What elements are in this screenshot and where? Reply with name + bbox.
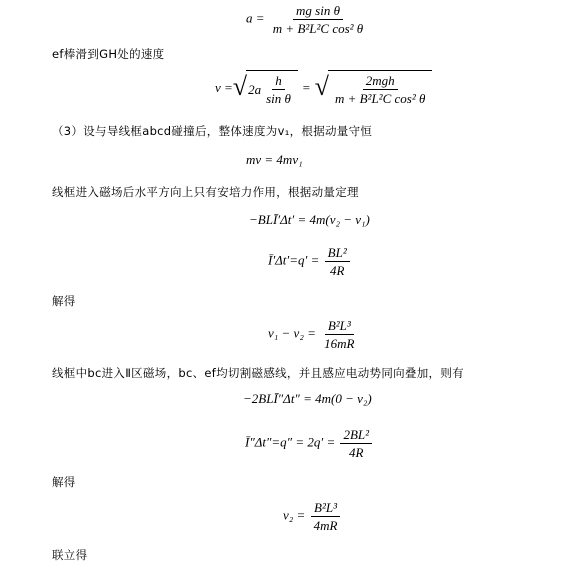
eq2-outer-den: m + B²L²C cos² θ — [334, 91, 426, 106]
sqrt-symbol: √ — [232, 72, 248, 101]
eq2-lhs: v = — [215, 80, 233, 95]
eq6-fraction — [321, 318, 357, 351]
eq9-fraction — [311, 500, 341, 533]
eq2-radicand-2 — [328, 70, 432, 106]
eq2-inner-fraction — [263, 73, 294, 106]
eq2-radicand-1 — [246, 70, 298, 106]
text-line-2: （3）设与导线框abcd碰撞后，整体速度为v₁，根据动量守恒 — [52, 124, 373, 138]
text-line-3: 线框进入磁场后水平方向上只有安培力作用，根据动量定理 — [52, 185, 359, 199]
eq5-numerator: BL² — [325, 245, 350, 262]
eq2-sqrt-1 — [233, 70, 298, 106]
eq5-fraction — [325, 245, 350, 278]
equation-acceleration — [246, 3, 368, 36]
eq1-numerator: mg sin θ — [293, 3, 343, 20]
eq2-outer-fraction — [332, 73, 428, 106]
eq6-lhs: v₁ − v₂ = — [268, 325, 316, 341]
equation-charge-2 — [245, 427, 374, 460]
eq5-lhs: Ī′Δt′=q′ = — [268, 252, 320, 268]
eq9-denominator: 4mR — [313, 518, 338, 533]
eq6-denominator: 16mR — [324, 336, 355, 351]
eq8-denominator: 4R — [349, 445, 364, 460]
eq6-numerator: B²L³ — [325, 318, 354, 335]
eq8-lhs: Ī″Δt″=q″ = 2q′ = — [245, 434, 336, 450]
equation-v2 — [283, 500, 342, 533]
eq1-lhs: a = — [246, 10, 265, 26]
text-line-4: 解得 — [52, 294, 76, 308]
eq2-equals: = — [301, 80, 311, 95]
text-line-7: 联立得 — [52, 548, 88, 562]
eq2-inner-num: h — [272, 73, 285, 90]
equation-impulse-1: −BLĪ′Δt′ = 4m(v₂ − v₁) — [249, 212, 370, 227]
equation-momentum: mv = 4mv₁ — [246, 152, 303, 167]
eq2-outer-num: 2mgh — [363, 73, 398, 90]
eq9-lhs: v₂ = — [283, 507, 306, 523]
eq9-numerator: B²L³ — [311, 500, 340, 517]
eq8-fraction — [340, 427, 372, 460]
eq2-prefix: 2a — [248, 81, 262, 97]
equation-charge-1 — [268, 245, 352, 278]
eq1-denominator: m + B²L²C cos² θ — [272, 21, 364, 36]
eq1-fraction — [270, 3, 366, 36]
text-line-6: 解得 — [52, 475, 76, 489]
eq2-inner-den: sin θ — [266, 91, 291, 106]
eq5-denominator: 4R — [329, 263, 345, 278]
equation-impulse-2: −2BLĪ″Δt″ = 4m(0 − v₂) — [243, 391, 372, 406]
eq2-sqrt-2 — [315, 70, 433, 106]
equation-velocity — [215, 70, 432, 106]
sqrt-symbol: √ — [314, 72, 329, 101]
text-line-1: ef棒滑到GH处的速度 — [52, 47, 165, 61]
equation-velocity-diff — [268, 318, 359, 351]
text-line-5: 线框中bc进入Ⅱ区磁场，bc、ef均切割磁感线，并且感应电动势同向叠加，则有 — [52, 366, 464, 380]
eq8-numerator: 2BL² — [340, 427, 372, 444]
